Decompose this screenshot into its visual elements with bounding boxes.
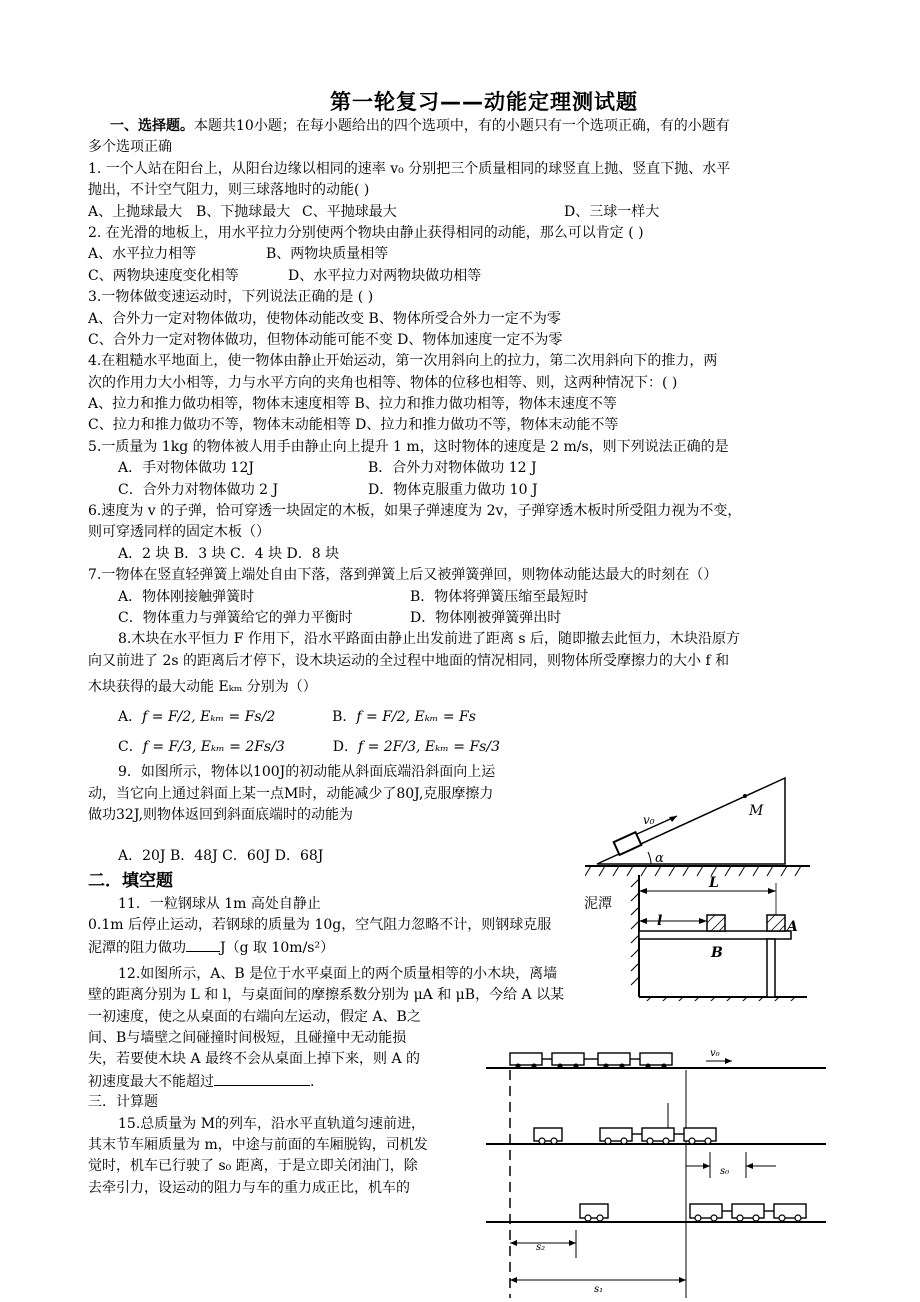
q5-option-d: D．物体克服重力做功 10 J	[368, 481, 538, 498]
q4-stem: 4.在粗糙水平地面上，使一物体由静止开始运动，第一次用斜向上的拉力，第二次用斜向下的推力，两	[88, 353, 718, 370]
q11-blank-suffix: J（g 取 10m/s²）	[220, 939, 335, 956]
q1-option-d: D、三球一样大	[564, 203, 660, 220]
point-m	[743, 794, 747, 798]
q8-option-c-label: C．	[118, 739, 143, 756]
q1-option-c: C、平抛球最大	[302, 203, 397, 220]
q5-stem: 5.一质量为 1kg 的物体被人用手由静止向上提升 1 m，这时物体的速度是 2 m/s，则下列说法正确的是	[88, 438, 729, 455]
q12-stem-cont4: 失，若要使木块 A 最终不会从桌面上掉下来，则 A 的	[88, 1051, 421, 1068]
q11-stem-text: 11．一粒钢球从 1m 高处自静止	[118, 895, 321, 912]
label-a: A	[787, 919, 798, 935]
velocity-arrowhead	[669, 816, 677, 822]
block-on-incline	[614, 832, 642, 855]
section1-intro-text: 本题共10小题；在每小题给出的四个选项中，有的小题只有一个选项正确，有的小题有	[194, 118, 730, 134]
q12-stem-cont2: 一初速度，使之从桌面的右端向左运动，假定 A、B之	[88, 1008, 421, 1025]
q5-option-c: C．合外力对物体做功 2 J	[118, 481, 279, 498]
q5-options-row2	[88, 480, 840, 501]
q12-stem: 12.如图所示，A、B 是位于水平桌面上的两个质量相等的小木块，离墙	[118, 965, 558, 982]
q2-option-a: A、水平拉力相等	[88, 246, 197, 263]
v0-arrowhead	[725, 1058, 732, 1064]
table-leg	[767, 939, 775, 997]
section1-intro-cont: 多个选项正确	[88, 139, 172, 156]
q1-stem: 1. 一个人站在阳台上，从阳台边缘以相同的速率 v₀ 分别把三个质量相同的球竖直上抛、竖直下抛、水平	[88, 160, 731, 177]
dim-arrow-left-big	[639, 888, 647, 894]
q8-options-row2	[88, 732, 840, 762]
q11-stem-text-right: 泥潭	[584, 895, 612, 912]
page-title: 第一轮复习——动能定理测试题	[330, 90, 638, 114]
q5-option-a: A．手对物体做功 12J	[118, 460, 254, 477]
q11-answer-blank[interactable]	[186, 937, 220, 952]
q2-option-b: B、两物块质量相等	[266, 246, 389, 263]
block-b	[707, 915, 725, 931]
section3-heading: 三．计算题	[88, 1094, 158, 1111]
q4-options-row1: A、拉力和推力做功相等，物体末速度相等 B、拉力和推力做功相等，物体末速度不等	[88, 396, 617, 413]
s1-arrowhead-right	[679, 1277, 686, 1283]
q9-options: A．20J B．48J C．60J D．68J	[118, 848, 324, 865]
q4-stem-cont: 次的作用力大小相等，力与水平方向的夹角也相等、物体的位移也相等、则，这两种情况下：( )	[88, 374, 678, 391]
q8-stem: 8.木块在水平恒力 F 作用下，沿水平路面由静止出发前进了距离 s 后，随即撤去此恒力，木块沿原方	[118, 631, 741, 648]
incline-figure	[585, 772, 810, 882]
q9-stem: 9．如图所示，物体以100J的初动能从斜面底端沿斜面向上运	[118, 764, 496, 781]
q8-stem-cont2: 木块获得的最大动能 Eₖₘ 分别为（）	[88, 679, 317, 696]
q3-stem: 3.一物体做变速运动时，下列说法正确的是 ( )	[88, 289, 374, 306]
wall-hatch	[631, 879, 639, 985]
q2-options-row2	[88, 266, 840, 287]
table-figure	[627, 875, 807, 1001]
q2-option-c: C、两物块速度变化相等	[88, 267, 239, 284]
q3-options-row1: A、合外力一定对物体做功，使物体动能改变 B、物体所受合外力一定不为零	[88, 310, 561, 327]
q15-stem: 15.总质量为 M的列车，沿水平直轨道匀速前进，	[118, 1115, 426, 1132]
q12-stem-cont: 壁的距离分别为 L 和 l，与桌面间的摩擦系数分别为 μA 和 μB，今给 A 以某	[88, 987, 565, 1004]
q11-blank-prefix: 泥潭的阻力做功	[88, 939, 186, 956]
q9-stem-cont2: 做功32J,则物体返回到斜面底端时的动能为	[88, 806, 354, 823]
q7-option-a: A．物体刚接触弹簧时	[118, 588, 255, 605]
q2-option-d: D、水平拉力对两物块做功相等	[288, 267, 482, 284]
angle-arc	[648, 852, 651, 864]
worksheet-page	[88, 88, 840, 1199]
q7-option-b: B．物体将弹簧压缩至最短时	[410, 588, 589, 605]
block-a	[767, 915, 785, 931]
q8-option-d-label: D．	[332, 739, 358, 756]
q4-options-row2: C、拉力和推力做功不等，物体末动能相等 D、拉力和推力做功不等，物体末动能不等	[88, 417, 619, 434]
v0-label: v₀	[643, 813, 655, 827]
q8-option-a-formula: f = F/2, Eₖₘ = Fs/2	[142, 709, 276, 726]
q6-stem: 6.速度为 v 的子弹，恰可穿透一块固定的木板，如果子弹速度为 2v，子弹穿透木板时所受阻力视为不变，	[88, 503, 742, 520]
q7-option-d: D．物体刚被弹簧弹出时	[410, 609, 562, 626]
label-big-l: L	[709, 875, 719, 891]
section2-heading: 二．填空题	[88, 870, 173, 891]
q1-stem-cont: 抛出，不计空气阻力，则三球落地时的动能( )	[88, 182, 370, 199]
train-row-3	[580, 1204, 806, 1218]
q12-stem-cont3: 间、B与墙壁之间碰撞时间极短，且碰撞中无动能损	[88, 1030, 407, 1047]
q15-stem-cont2: 觉时，机车已行驶了 s₀ 距离，于是立即关闭油门，除	[88, 1158, 418, 1175]
q7-options-row2	[88, 608, 840, 629]
q9-stem-cont: 动，当它向上通过斜面上某一点M时，动能减少了80J,克服摩擦力	[88, 785, 494, 802]
q8-option-b-formula: f = F/2, Eₖₘ = Fs	[356, 709, 476, 726]
table-top	[639, 931, 791, 939]
q1-option-b: B、下抛球最大	[196, 203, 291, 220]
s2-label: s₂	[536, 1242, 546, 1253]
dim-arrow-right-small	[699, 918, 707, 924]
q5-option-b: B．合外力对物体做功 12 J	[368, 460, 537, 477]
dim-arrow-left-small	[639, 918, 647, 924]
q2-options-row1	[88, 244, 840, 265]
q7-option-c: C．物体重力与弹簧给它的弹力平衡时	[118, 609, 353, 626]
s2-arrowhead-left	[510, 1240, 517, 1246]
q1-option-a: A、上抛球最大	[88, 203, 183, 220]
q8-option-c-formula: f = F/3, Eₖₘ = 2Fs/3	[142, 739, 285, 756]
q2-stem: 2. 在光滑的地板上，用水平拉力分别使两个物块由静止获得相同的动能，那么可以肯定 ( )	[88, 224, 644, 241]
q12-blank-suffix: .	[310, 1073, 315, 1090]
alpha-label: α	[655, 851, 664, 866]
q12-answer-blank[interactable]	[214, 1071, 310, 1086]
label-b: B	[711, 945, 723, 961]
s1-arrowhead-left	[510, 1277, 517, 1283]
section1-intro	[88, 116, 840, 137]
q12-blank-prefix: 初速度最大不能超过	[88, 1073, 214, 1090]
q6-stem-cont: 则可穿透同样的固定木板（）	[88, 524, 270, 541]
q8-options-row1	[88, 702, 840, 732]
q7-options-row1	[88, 587, 840, 608]
q8-stem-cont: 向又前进了 2s 的距离后才停下，设木块运动的全过程中地面的情况相同，则物体所受摩擦力的大小 f 和	[88, 652, 730, 669]
q7-stem: 7.一物体在竖直轻弹簧上端处自由下落，落到弹簧上后又被弹簧弹回，则物体动能达最大的时刻在（）	[88, 567, 718, 584]
q8-option-b-label: B．	[332, 709, 357, 726]
q6-options: A．2 块 B．3 块 C．4 块 D．8 块	[118, 545, 340, 562]
q3-options-row2: C、合外力一定对物体做功，但物体动能可能不变 D、物体加速度一定不为零	[88, 331, 563, 348]
train-figure	[486, 1048, 826, 1298]
q5-options-row1	[88, 458, 840, 479]
q1-options	[88, 202, 840, 223]
dim-arrow-right-big	[768, 888, 776, 894]
s0-arrowhead-left	[703, 1163, 710, 1169]
s1-label: s₁	[594, 1284, 604, 1295]
q15-stem-cont: 其末节车厢质量为 m，中途与前面的车厢脱钩，司机发	[88, 1137, 428, 1154]
train-row-1	[510, 1053, 672, 1065]
label-small-l: l	[657, 913, 663, 929]
q8-option-d-formula: f = 2F/3, Eₖₘ = Fs/3	[357, 739, 500, 756]
m-label: M	[749, 803, 764, 819]
s0-label: s₀	[720, 1166, 730, 1177]
s2-arrowhead-right	[569, 1240, 576, 1246]
section1-heading: 一、选择题。	[110, 118, 194, 134]
q8-option-a-label: A．	[118, 709, 143, 726]
q11-stem-cont: 0.1m 后停止运动，若钢球的质量为 10g，空气阻力忽略不计，则钢球克服	[88, 917, 552, 934]
v0-label-train: v₀	[710, 1048, 720, 1059]
s0-arrowhead-right	[746, 1163, 753, 1169]
q15-stem-cont3: 去牵引力，设运动的阻力与车的重力成正比，机车的	[88, 1179, 410, 1196]
